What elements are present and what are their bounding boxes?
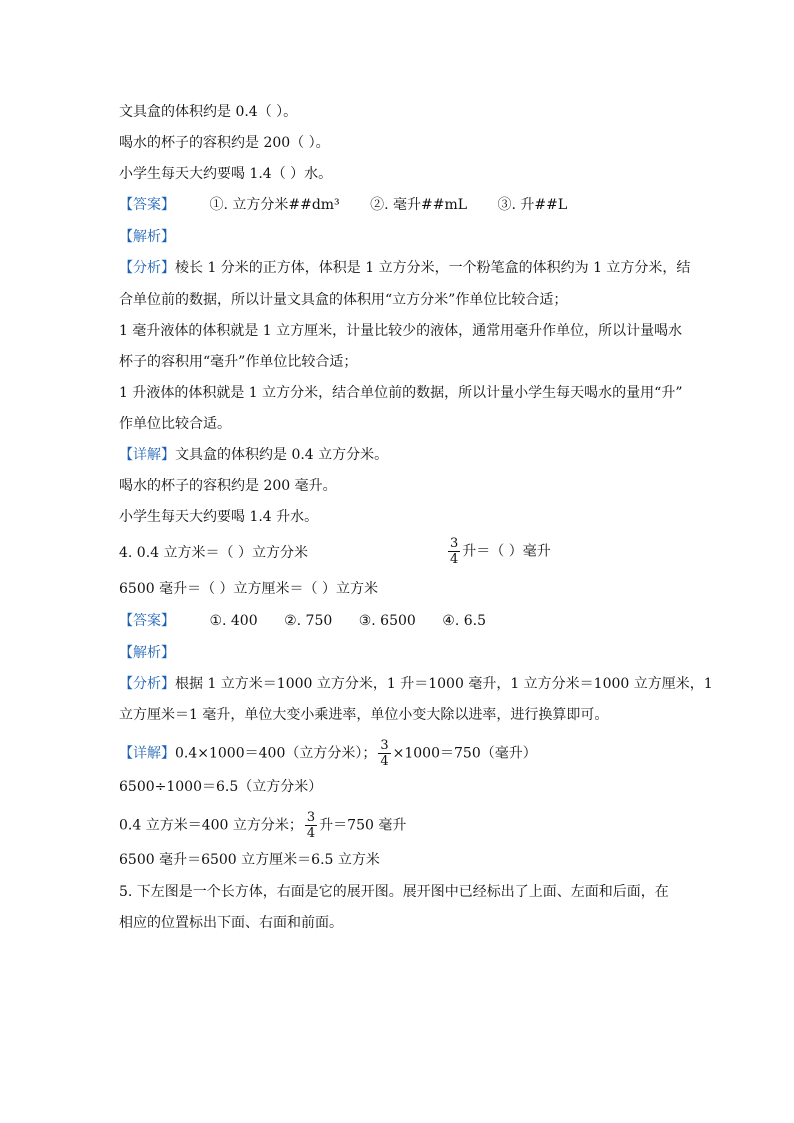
fraction — [448, 536, 460, 567]
q4-line1 — [119, 543, 308, 563]
q3-line2: 喝水的杯子的容积约是 200（ ）。 — [119, 135, 330, 151]
q4-line2: 6500 毫升＝（ ）立方厘米＝（ ）立方米 — [119, 581, 378, 597]
q3-fenxi-line5: 1 升液体的体积就是 1 立方分米，结合单位前的数据，所以计量小学生每天喝水的量用“升” — [119, 385, 683, 401]
fraction-numerator: 3 — [450, 536, 459, 551]
answer-item: ②. 750 — [284, 613, 333, 629]
q3-xiangjie-line2: 喝水的杯子的容积约是 200 毫升。 — [119, 478, 337, 494]
q4-answer-row — [119, 611, 486, 631]
xiangjie-tag: 【详解】 — [119, 447, 175, 463]
q4-xiangjie-line2: 6500÷1000＝6.5（立方分米） — [119, 779, 323, 795]
answer-tag: 【答案】 — [119, 197, 175, 213]
q3-fenxi-line1 — [119, 258, 690, 278]
q3-answer-row — [119, 195, 567, 215]
fraction-denominator: 4 — [450, 552, 459, 567]
q3-line3: 小学生每天大约要喝 1.4（ ）水。 — [119, 166, 333, 182]
answer-item: ①. 立方分米##dm³ — [209, 197, 340, 213]
answer-tag: 【答案】 — [119, 613, 175, 629]
xiangjie-text: 文具盒的体积约是 0.4 立方分米。 — [175, 447, 389, 463]
q5-line1: 5. 下左图是一个长方体，右面是它的展开图。展开图中已经标出了上面、左面和后面，在 — [119, 884, 669, 900]
q3-fenxi-line2: 合单位前的数据，所以计量文具盒的体积用“立方分米”作单位比较合适； — [119, 292, 568, 308]
answer-item: ②. 毫升##mL — [370, 197, 468, 213]
q3-line1: 文具盒的体积约是 0.4（ ）。 — [119, 104, 298, 120]
answer-item: ③. 升##L — [497, 197, 568, 213]
xiangjie-text: 0.4×1000＝400（立方分米）； — [175, 745, 377, 762]
fraction-numerator: 3 — [380, 738, 389, 753]
q4-fenxi-line2: 立方厘米＝1 毫升，单位大变小乘进率，单位小变大除以进率，进行换算即可。 — [119, 707, 609, 723]
q3-xiangjie-line1 — [119, 445, 388, 465]
q4-part-b: 升＝（ ）毫升 — [462, 543, 551, 560]
q4-xiangjie-line4: 6500 毫升＝6500 立方厘米＝6.5 立方米 — [119, 852, 380, 868]
answer-item: ③. 6500 — [358, 613, 416, 629]
q4-fenxi-line1 — [119, 674, 713, 694]
fraction-denominator: 4 — [306, 826, 316, 841]
q4-xiangjie-line3 — [119, 810, 406, 841]
fraction-numerator: 3 — [306, 810, 316, 825]
xiangjie-text: ×1000＝750（毫升） — [392, 745, 537, 762]
fenxi-tag: 【分析】 — [119, 676, 175, 692]
fenxi-tag: 【分析】 — [119, 260, 175, 276]
q4-line1-right — [446, 536, 551, 567]
q3-fenxi-line4: 杯子的容积用“毫升”作单位比较合适； — [119, 354, 358, 370]
q5-line2: 相应的位置标出下面、右面和前面。 — [119, 915, 343, 931]
q3-fenxi-line3: 1 毫升液体的体积就是 1 立方厘米，计量比较少的液体，通常用毫升作单位，所以计量喝水 — [119, 323, 683, 339]
answer-item: ④. 6.5 — [442, 613, 486, 629]
fenxi-text: 棱长 1 分米的正方体，体积是 1 立方分米，一个粉笔盒的体积约为 1 立方分米，结 — [175, 260, 691, 276]
q3-xiangjie-line3: 小学生每天大约要喝 1.4 升水。 — [119, 509, 319, 525]
xiangjie-text: 升＝750 毫升 — [319, 817, 407, 834]
fraction-denominator: 4 — [380, 754, 389, 769]
xiangjie-text: 0.4 立方米＝400 立方分米； — [119, 817, 303, 834]
fraction — [378, 738, 390, 769]
answer-item: ①. 400 — [209, 613, 258, 629]
analysis-tag: 【解析】 — [119, 229, 175, 245]
analysis-tag: 【解析】 — [119, 645, 175, 661]
xiangjie-tag: 【详解】 — [119, 745, 175, 762]
fenxi-text: 根据 1 立方米＝1000 立方分米，1 升＝1000 毫升，1 立方分米＝1000 立方厘米，1 — [175, 676, 713, 692]
q4-xiangjie-line1 — [119, 738, 537, 769]
q3-fenxi-line6: 作单位比较合适。 — [119, 416, 231, 432]
q4-part-a: 4. 0.4 立方米＝（ ）立方分米 — [119, 545, 308, 561]
fraction — [305, 810, 317, 841]
